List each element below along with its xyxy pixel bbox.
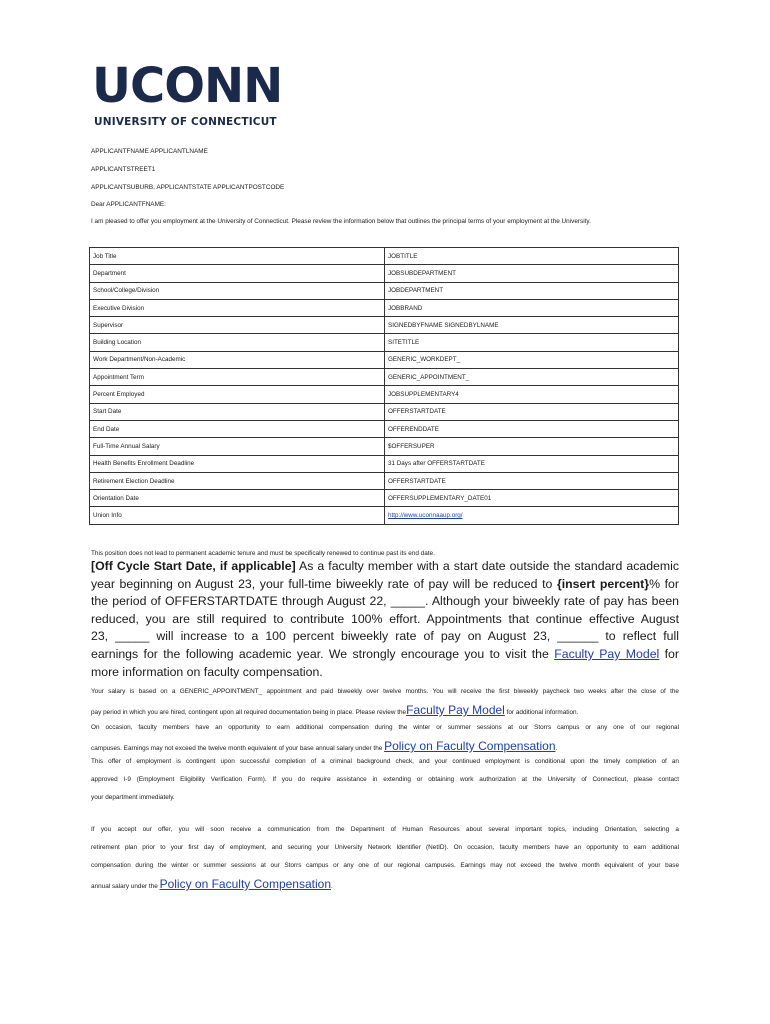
terms-row — [90, 265, 679, 282]
terms-row — [90, 438, 679, 455]
employment-terms-table — [89, 247, 679, 525]
terms-label: Executive Division — [90, 299, 385, 316]
accept-line: compensation during the winter or summer sessions at our Storrs campus or any one of our regional campuses. Earnings may not exceed the twelve month equivalent of your base — [91, 862, 679, 869]
occasion-line: . — [555, 745, 558, 752]
off-cycle-line: 23, _____ will increase to a 100 percent biweekly rate of pay on August 23, ______ to reflect full — [91, 629, 679, 644]
terms-label: Supervisor — [90, 317, 385, 334]
off-cycle-paragraph — [91, 558, 679, 681]
salary-line: Your salary is based on a GENERIC_APPOINTMENT_ appointment and paid biweekly over twelve months. You will receive the first biweekly paycheck two weeks after the close of the — [91, 688, 679, 695]
terms-value: OFFERSTARTDATE — [385, 472, 679, 489]
terms-value: JOBSUBDEPARTMENT — [385, 265, 679, 282]
occasion-line: On occasion, faculty members have an opportunity to earn additional compensation during the winter or summer sessions at our Storrs campus or any one of our regional — [91, 724, 679, 731]
terms-row — [90, 299, 679, 316]
terms-row — [90, 403, 679, 420]
insert-percent-placeholder: {insert percent} — [556, 576, 650, 591]
uconn-logo: UCONN — [92, 58, 283, 114]
salary-line: for additional information. — [504, 709, 579, 716]
terms-value: $OFFERSUPER — [385, 438, 679, 455]
salary-paragraph — [91, 683, 679, 722]
terms-label: Appointment Term — [90, 369, 385, 386]
off-cycle-line: reduced, you are still required to contribute 100% effort. Appointments that continue effective August — [91, 611, 679, 626]
accept-line: . — [331, 883, 333, 890]
off-cycle-line: % for — [649, 576, 679, 591]
applicant-street: APPLICANTSTREET1 — [91, 166, 156, 173]
applicant-city-line: APPLICANTSUBURB, APPLICANTSTATE APPLICANTPOSTCODE — [91, 184, 285, 191]
applicant-name: APPLICANTFNAME APPLICANTLNAME — [91, 148, 208, 155]
terms-label: Start Date — [90, 403, 385, 420]
off-cycle-heading: [Off Cycle Start Date, if applicable] — [91, 559, 296, 573]
terms-value: OFFERSUPPLEMENTARY_DATE01 — [385, 490, 679, 507]
background-check-paragraph — [91, 753, 679, 807]
off-cycle-line: more information on faculty compensation. — [91, 664, 323, 679]
terms-row — [90, 248, 679, 265]
union-info-link[interactable]: http://www.uconnaaup.org/ — [385, 507, 679, 524]
terms-row — [90, 334, 679, 351]
terms-value: JOBDEPARTMENT — [385, 282, 679, 299]
accept-line: annual salary under the — [91, 883, 160, 890]
terms-label: Retirement Election Deadline — [90, 472, 385, 489]
terms-row — [90, 455, 679, 472]
policy-faculty-compensation-link[interactable]: Policy on Faculty Compensation — [384, 739, 556, 753]
terms-label: Building Location — [90, 334, 385, 351]
terms-row — [90, 490, 679, 507]
terms-row — [90, 472, 679, 489]
terms-label: Full-Time Annual Salary — [90, 438, 385, 455]
terms-row — [90, 317, 679, 334]
terms-value: OFFERENDDATE — [385, 420, 679, 437]
off-cycle-line: year beginning on August 23, your full-time biweekly rate of pay will be reduced to — [91, 576, 557, 591]
off-cycle-line: As a faculty member with a start date outside the standard academic — [295, 559, 680, 573]
terms-label: School/College/Division — [90, 282, 385, 299]
terms-label: End Date — [90, 420, 385, 437]
tenure-note: This position does not lead to permanent academic tenure and must be specifically renewed to continue past its end date. — [91, 550, 435, 557]
background-line: your department immediately. — [91, 794, 175, 801]
accept-line: retirement plan prior to your first day of employment, and securing your University Network Identifier (NetID). On occasion, faculty members have an opportunity to earn additional — [91, 844, 679, 851]
terms-row — [90, 507, 679, 524]
occasion-line: campuses. Earnings may not exceed the twelve month equivalent of your base annual salary under the — [91, 745, 385, 752]
faculty-pay-model-link[interactable]: Faculty Pay Model — [406, 703, 505, 717]
background-line: approved I-9 (Employment Eligibility Verification Form). If you do require assistance in extending or obtaining work authorization at the University of Connecticut, please contact — [91, 776, 679, 783]
terms-row — [90, 386, 679, 403]
terms-row — [90, 369, 679, 386]
terms-label: Work Department/Non-Academic — [90, 351, 385, 368]
terms-label: Orientation Date — [90, 490, 385, 507]
terms-value: JOBBRAND — [385, 299, 679, 316]
background-line: This offer of employment is contingent upon successful completion of a criminal background check, and your continued employment is conditional upon the timely completion of an — [91, 758, 679, 765]
off-cycle-line: for — [659, 646, 679, 661]
terms-value: SIGNEDBYFNAME SIGNEDBYLNAME — [385, 317, 679, 334]
logo-subtitle: UNIVERSITY OF CONNECTICUT — [94, 116, 277, 128]
intro-text: I am pleased to offer you employment at the University of Connecticut. Please review the information below that outlines the principal terms of your employment at the University. — [91, 218, 591, 225]
terms-value: JOBTITLE — [385, 248, 679, 265]
faculty-pay-model-link[interactable]: Faculty Pay Model — [554, 646, 660, 661]
terms-row — [90, 282, 679, 299]
off-cycle-line: the period of OFFERSTARTDATE through August 22, _____. Although your biweekly rate of pay has been — [91, 594, 679, 609]
salary-line: pay period in which you are hired, contingent upon all required documentation being in place. Please review the — [91, 709, 407, 716]
accept-offer-paragraph — [91, 821, 679, 896]
terms-label: Department — [90, 265, 385, 282]
salutation: Dear APPLICANTFNAME: — [91, 201, 166, 208]
terms-row — [90, 351, 679, 368]
terms-value: JOBSUPPLEMENTARY4 — [385, 386, 679, 403]
terms-label: Job Title — [90, 248, 385, 265]
terms-value: 31 Days after OFFERSTARTDATE — [385, 455, 679, 472]
terms-label: Health Benefits Enrollment Deadline — [90, 455, 385, 472]
policy-faculty-compensation-link[interactable]: Policy on Faculty Compensation — [159, 877, 331, 891]
terms-value: SITETITLE — [385, 334, 679, 351]
terms-value: GENERIC_APPOINTMENT_ — [385, 369, 679, 386]
terms-label: Union Info — [90, 507, 385, 524]
terms-value: OFFERSTARTDATE — [385, 403, 679, 420]
off-cycle-line: earnings for the following academic year. We strongly encourage you to visit the — [91, 646, 555, 661]
terms-value: GENERIC_WORKDEPT_ — [385, 351, 679, 368]
accept-line: If you accept our offer, you will soon receive a communication from the Department of Human Resources about several important topics, including Orientation, selecting a — [91, 826, 679, 833]
terms-label: Percent Employed — [90, 386, 385, 403]
terms-row — [90, 420, 679, 437]
